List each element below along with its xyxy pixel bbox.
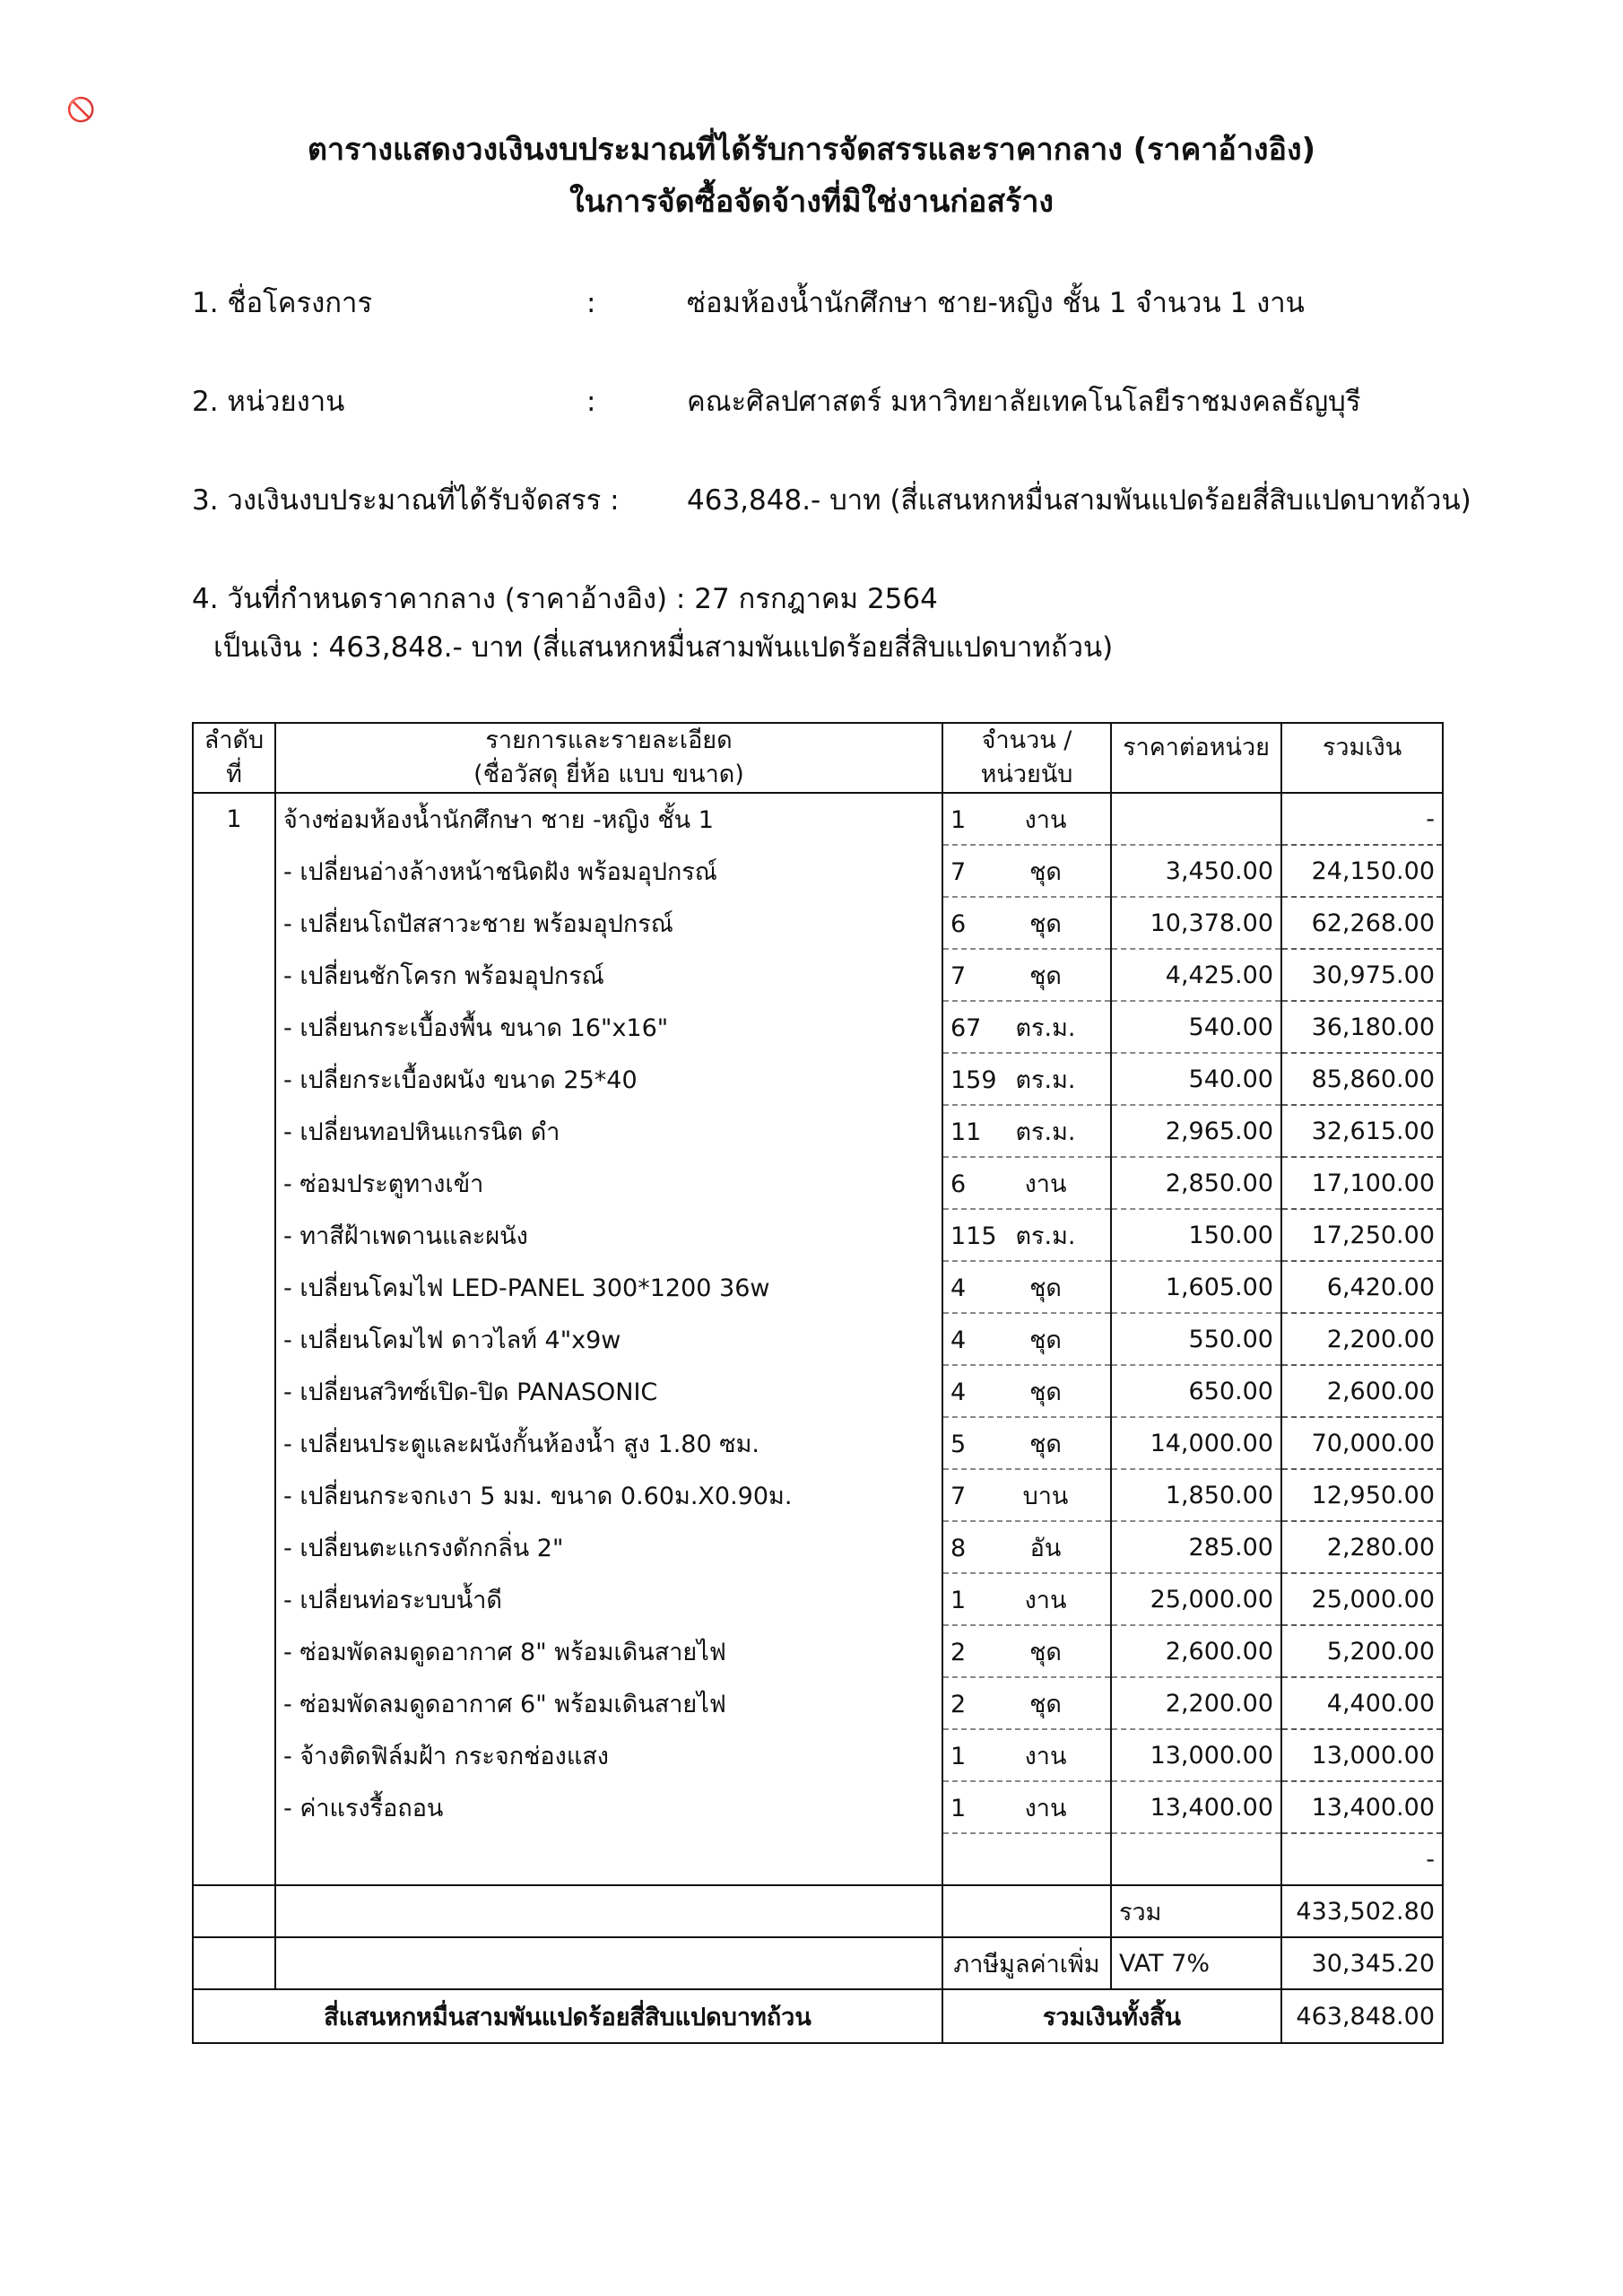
row-desc: - เปลี่ยนตะแกรงดักกลิ่น 2": [275, 1521, 942, 1573]
row-qty: [942, 1677, 1111, 1729]
row-desc: - ค่าแรงรื้อถอน: [275, 1781, 942, 1833]
row-qty-number: 7: [950, 961, 967, 990]
row-unit-price: 540.00: [1111, 1053, 1281, 1105]
row-unit-price: 285.00: [1111, 1521, 1281, 1573]
table-row: [193, 1677, 1443, 1729]
row-unit-price: 550.00: [1111, 1313, 1281, 1365]
row-qty-unit: ตร.ม.: [1015, 1065, 1076, 1094]
table-row: [193, 1417, 1443, 1469]
row-qty-number: 1: [950, 1794, 967, 1822]
table-row: [193, 1157, 1443, 1209]
row-no: [193, 1625, 275, 1677]
row-qty: [942, 1105, 1111, 1157]
table-row: [193, 1573, 1443, 1625]
row-unit-price: 13,400.00: [1111, 1781, 1281, 1833]
row-desc: - เปลี่ยนทอปหินแกรนิต ดำ: [275, 1105, 942, 1157]
title-line-1: ตารางแสดงวงเงินงบประมาณที่ได้รับการจัดสรรและราคากลาง (ราคาอ้างอิง): [307, 132, 1316, 168]
row-no: [193, 845, 275, 897]
row-qty: [942, 1053, 1111, 1105]
row-total: 32,615.00: [1281, 1105, 1443, 1157]
row-qty-number: 4: [950, 1326, 967, 1354]
row-qty: [942, 897, 1111, 949]
row-desc: - เปลี่ยนกระเบื้องพื้น ขนาด 16"x16": [275, 1001, 942, 1053]
row-qty: [942, 1365, 1111, 1417]
table-row: [193, 1209, 1443, 1261]
row-unit-price: 540.00: [1111, 1001, 1281, 1053]
row-qty-unit: งาน: [1024, 1742, 1067, 1770]
title-line-2: ในการจัดซื้อจัดจ้างที่มิใช่งานก่อสร้าง: [568, 184, 1055, 220]
row-total: 13,000.00: [1281, 1729, 1443, 1781]
reference-amount: เป็นเงิน : 463,848.- บาท (สี่แสนหกหมื่นสามพันแปดร้อยสี่สิบแปดบาทถ้วน): [213, 631, 1114, 664]
row-no: [193, 1469, 275, 1521]
row-qty-unit: ชุด: [1029, 1430, 1062, 1458]
group-qty: 1 งาน: [942, 793, 1111, 845]
reference-date: 4. วันที่กำหนดราคากลาง (ราคาอ้างอิง) : 27 กรกฎาคม 2564: [192, 583, 938, 615]
row-qty-unit: ชุด: [1029, 1326, 1062, 1354]
row-desc: - จ้างติดฟิล์มฝ้า กระจกช่องแสง: [275, 1729, 942, 1781]
table-row: [193, 1781, 1443, 1833]
group-total: -: [1281, 793, 1443, 845]
row-no: [193, 1677, 275, 1729]
row-unit-price: 4,425.00: [1111, 949, 1281, 1001]
group-unit-price: [1111, 793, 1281, 845]
vat-value: 30,345.20: [1281, 1937, 1443, 1989]
row-unit-price: 1,605.00: [1111, 1261, 1281, 1313]
row-unit-price: 2,600.00: [1111, 1625, 1281, 1677]
row-qty: [942, 1781, 1111, 1833]
row-qty: [942, 1729, 1111, 1781]
project-value: ซ่อมห้องน้ำนักศึกษา ชาย-หญิง ชั้น 1 จำนวน 1 งาน: [687, 287, 1305, 319]
row-desc: - ซ่อมพัดลมดูดอากาศ 8" พร้อมเดินสายไฟ: [275, 1625, 942, 1677]
header-total: รวมเงิน: [1281, 723, 1443, 793]
row-qty: [942, 845, 1111, 897]
row-qty-number: 115: [950, 1222, 997, 1250]
row-unit-price: 2,850.00: [1111, 1157, 1281, 1209]
row-qty-number: 7: [950, 857, 967, 886]
subtotal-label: รวม: [1111, 1885, 1281, 1937]
amount-in-words: สี่แสนหกหมื่นสามพันแปดร้อยสี่สิบแปดบาทถ้วน: [193, 1989, 942, 2043]
row-unit-price: 2,200.00: [1111, 1677, 1281, 1729]
row-qty-number: 4: [950, 1378, 967, 1406]
row-qty-number: 11: [950, 1118, 982, 1146]
row-qty: [942, 1261, 1111, 1313]
row-qty-number: 159: [950, 1065, 997, 1094]
row-desc: - เปลี่ยนโคมไฟ LED-PANEL 300*1200 36w: [275, 1261, 942, 1313]
row-no: [193, 897, 275, 949]
table-row: [193, 1625, 1443, 1677]
table-row: [193, 1729, 1443, 1781]
row-qty-unit: ชุด: [1029, 961, 1062, 990]
table-row: [193, 1521, 1443, 1573]
agency-label: 2. หน่วยงาน: [192, 386, 345, 418]
row-no: [193, 1053, 275, 1105]
row-no: [193, 1781, 275, 1833]
row-total: 17,250.00: [1281, 1209, 1443, 1261]
row-qty-unit: บาน: [1022, 1482, 1069, 1510]
row-total: 85,860.00: [1281, 1053, 1443, 1105]
table-row: [193, 1105, 1443, 1157]
row-no: [193, 1105, 275, 1157]
row-qty-number: 5: [950, 1430, 967, 1458]
row-total: 2,200.00: [1281, 1313, 1443, 1365]
row-desc: - เปลี่ยนสวิทซ์เปิด-ปิด PANASONIC: [275, 1365, 942, 1417]
row-desc: - เปลี่ยนชักโครก พร้อมอุปกรณ์: [275, 949, 942, 1001]
row-unit-price: 10,378.00: [1111, 897, 1281, 949]
table-header-row: [193, 723, 1443, 793]
agency-sep: :: [586, 386, 596, 418]
row-no: [193, 1521, 275, 1573]
row-qty-unit: งาน: [1024, 1170, 1067, 1198]
row-qty-unit: อัน: [1029, 1534, 1062, 1562]
row-qty: [942, 1417, 1111, 1469]
project-label: 1. ชื่อโครงการ: [192, 287, 373, 319]
row-no: [193, 1209, 275, 1261]
row-qty-unit: งาน: [1024, 1586, 1067, 1614]
row-qty: [942, 1573, 1111, 1625]
header-unit-price: ราคาต่อหน่วย: [1111, 723, 1281, 793]
row-total: 24,150.00: [1281, 845, 1443, 897]
table-row: [193, 1261, 1443, 1313]
blank-row: [193, 1833, 1443, 1885]
table-row: [193, 845, 1443, 897]
header-no: ลำดับ ที่: [193, 723, 275, 793]
row-qty: [942, 949, 1111, 1001]
row-unit-price: 25,000.00: [1111, 1573, 1281, 1625]
table-row: [193, 1001, 1443, 1053]
row-desc: - ซ่อมพัดลมดูดอากาศ 6" พร้อมเดินสายไฟ: [275, 1677, 942, 1729]
row-qty: [942, 1209, 1111, 1261]
row-desc: - เปลี่ยนโถปัสสาวะชาย พร้อมอุปกรณ์: [275, 897, 942, 949]
vat-row: [193, 1937, 1443, 1989]
row-desc: - เปลี่ยนกระจกเงา 5 มม. ขนาด 0.60ม.X0.90ม.: [275, 1469, 942, 1521]
grand-total-label: รวมเงินทั้งสิ้น: [942, 1989, 1281, 2043]
header-qty: จำนวน / หน่วยนับ: [942, 723, 1111, 793]
row-qty: [942, 1001, 1111, 1053]
row-total: 25,000.00: [1281, 1573, 1443, 1625]
row-unit-price: 2,965.00: [1111, 1105, 1281, 1157]
row-qty-number: 2: [950, 1690, 967, 1718]
row-qty-unit: งาน: [1024, 1794, 1067, 1822]
row-qty-unit: ชุด: [1029, 1638, 1062, 1666]
group-no: 1: [193, 793, 275, 845]
row-desc: - ทาสีฝ้าเพดานและผนัง: [275, 1209, 942, 1261]
row-unit-price: 13,000.00: [1111, 1729, 1281, 1781]
row-qty-number: 8: [950, 1534, 967, 1562]
row-desc: - ซ่อมประตูทางเข้า: [275, 1157, 942, 1209]
row-qty-unit: ชุด: [1029, 909, 1062, 938]
row-qty-number: 6: [950, 1170, 967, 1198]
row-qty-unit: ตร.ม.: [1015, 1118, 1076, 1146]
row-no: [193, 1573, 275, 1625]
row-unit-price: 1,850.00: [1111, 1469, 1281, 1521]
row-qty-number: 67: [950, 1013, 982, 1042]
row-total: 4,400.00: [1281, 1677, 1443, 1729]
row-total: 5,200.00: [1281, 1625, 1443, 1677]
row-unit-price: 150.00: [1111, 1209, 1281, 1261]
row-qty-unit: ชุด: [1029, 1690, 1062, 1718]
row-no: [193, 1261, 275, 1313]
row-total: 30,975.00: [1281, 949, 1443, 1001]
row-no: [193, 949, 275, 1001]
row-qty: [942, 1625, 1111, 1677]
vat-label-a: ภาษีมูลค่าเพิ่ม: [942, 1937, 1111, 1989]
vat-label-b: VAT 7%: [1111, 1937, 1281, 1989]
row-qty: [942, 1157, 1111, 1209]
scan-mark: 🚫: [66, 97, 96, 124]
subtotal-row: [193, 1885, 1443, 1937]
project-sep: :: [586, 287, 596, 319]
row-qty-number: 6: [950, 909, 967, 938]
row-total: 36,180.00: [1281, 1001, 1443, 1053]
row-qty-number: 1: [950, 1586, 967, 1614]
row-no: [193, 1001, 275, 1053]
table-row: [193, 949, 1443, 1001]
agency-value: คณะศิลปศาสตร์ มหาวิทยาลัยเทคโนโลยีราชมงคลธัญบุรี: [687, 386, 1361, 418]
row-desc: - เปลี่ยกระเบื้องผนัง ขนาด 25*40: [275, 1053, 942, 1105]
group-row: [193, 793, 1443, 845]
row-qty-unit: ชุด: [1029, 1378, 1062, 1406]
row-unit-price: 14,000.00: [1111, 1417, 1281, 1469]
row-desc: - เปลี่ยนท่อระบบน้ำดี: [275, 1573, 942, 1625]
budget-label: 3. วงเงินงบประมาณที่ได้รับจัดสรร :: [192, 484, 620, 517]
group-desc: จ้างซ่อมห้องน้ำนักศึกษา ชาย -หญิง ชั้น 1: [275, 793, 942, 845]
row-desc: - เปลี่ยนโคมไฟ ดาวไลท์ 4"x9w: [275, 1313, 942, 1365]
row-total: 2,280.00: [1281, 1521, 1443, 1573]
row-total: 12,950.00: [1281, 1469, 1443, 1521]
table-row: [193, 897, 1443, 949]
table-row: [193, 1469, 1443, 1521]
row-total: 70,000.00: [1281, 1417, 1443, 1469]
budget-value: 463,848.- บาท (สี่แสนหกหมื่นสามพันแปดร้อยสี่สิบแปดบาทถ้วน): [687, 484, 1471, 517]
row-qty-unit: ตร.ม.: [1015, 1013, 1076, 1042]
grand-total-value: 463,848.00: [1281, 1989, 1443, 2043]
row-qty: [942, 1313, 1111, 1365]
row-total: 62,268.00: [1281, 897, 1443, 949]
row-desc: - เปลี่ยนประตูและผนังกั้นห้องน้ำ สูง 1.80 ซม.: [275, 1417, 942, 1469]
row-no: [193, 1729, 275, 1781]
row-total: 6,420.00: [1281, 1261, 1443, 1313]
row-qty: [942, 1469, 1111, 1521]
table-row: [193, 1365, 1443, 1417]
row-qty-unit: ชุด: [1029, 857, 1062, 886]
row-total: 13,400.00: [1281, 1781, 1443, 1833]
row-qty-unit: ชุด: [1029, 1274, 1062, 1302]
row-desc: - เปลี่ยนอ่างล้างหน้าชนิดฝัง พร้อมอุปกรณ์: [275, 845, 942, 897]
price-table: [192, 722, 1444, 2044]
table-row: [193, 1313, 1443, 1365]
row-qty-unit: ตร.ม.: [1015, 1222, 1076, 1250]
row-no: [193, 1313, 275, 1365]
row-qty-number: 7: [950, 1482, 967, 1510]
row-no: [193, 1417, 275, 1469]
row-unit-price: 650.00: [1111, 1365, 1281, 1417]
row-unit-price: 3,450.00: [1111, 845, 1281, 897]
row-qty-number: 1: [950, 1742, 967, 1770]
row-total: 17,100.00: [1281, 1157, 1443, 1209]
header-desc: รายการและรายละเอียด (ชื่อวัสดุ ยี่ห้อ แบบ ขนาด): [275, 723, 942, 793]
row-qty-number: 2: [950, 1638, 967, 1666]
row-qty: [942, 1521, 1111, 1573]
row-no: [193, 1157, 275, 1209]
grand-total-row: [193, 1989, 1443, 2043]
blank-total: -: [1281, 1833, 1443, 1885]
row-no: [193, 1365, 275, 1417]
subtotal-value: 433,502.80: [1281, 1885, 1443, 1937]
row-total: 2,600.00: [1281, 1365, 1443, 1417]
table-row: [193, 1053, 1443, 1105]
row-qty-number: 4: [950, 1274, 967, 1302]
